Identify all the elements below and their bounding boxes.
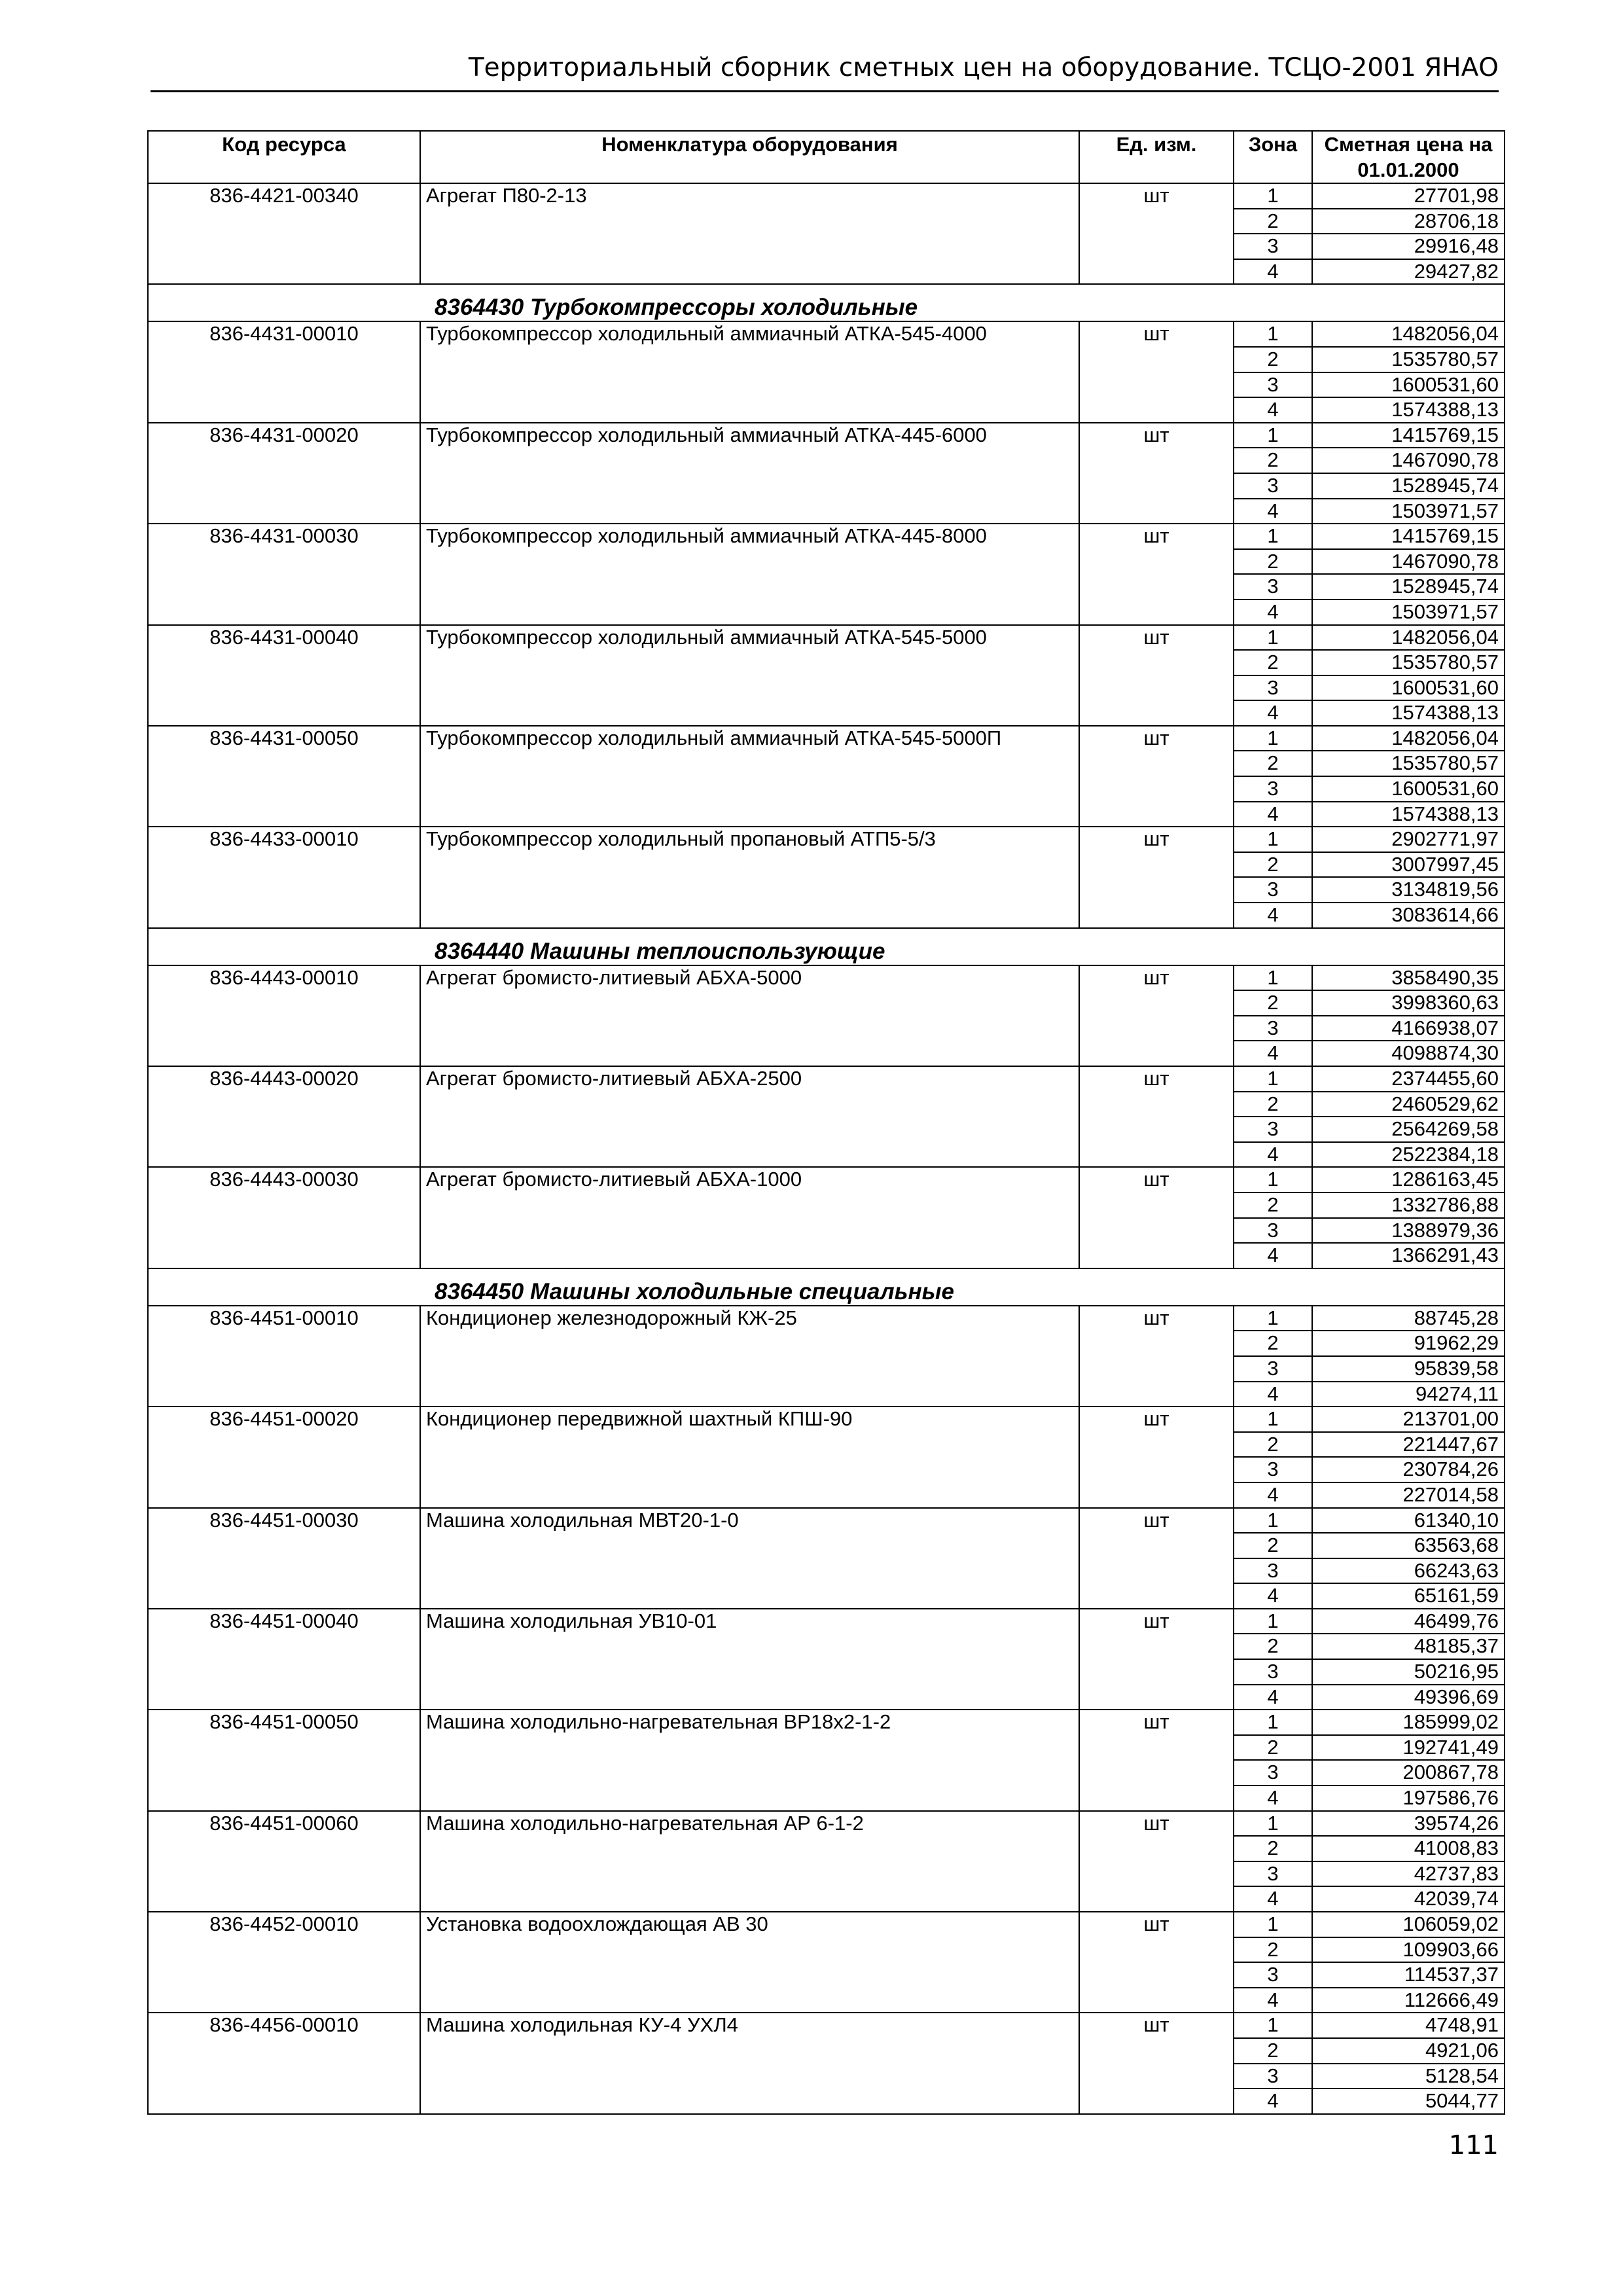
- zone-cell: 1: [1234, 1811, 1312, 1837]
- zone-cell: 3: [1234, 1016, 1312, 1041]
- resource-code: 836-4431-00040: [148, 625, 420, 726]
- zone-cell: 1: [1234, 524, 1312, 549]
- price-cell: 1467090,78: [1312, 448, 1505, 473]
- price-cell: 50216,95: [1312, 1659, 1505, 1685]
- unit-of-measure: шт: [1079, 1167, 1234, 1268]
- page-number: 111: [1448, 2130, 1499, 2161]
- price-cell: 27701,98: [1312, 183, 1505, 209]
- zone-cell: 4: [1234, 1041, 1312, 1066]
- price-cell: 48185,37: [1312, 1634, 1505, 1659]
- price-cell: 61340,10: [1312, 1508, 1505, 1534]
- price-cell: 1528945,74: [1312, 574, 1505, 600]
- price-cell: 1574388,13: [1312, 802, 1505, 827]
- zone-cell: 3: [1234, 372, 1312, 398]
- price-cell: 230784,26: [1312, 1457, 1505, 1482]
- table-row: [148, 321, 1505, 347]
- resource-code: 836-4431-00010: [148, 321, 420, 422]
- equipment-name: Турбокомпрессор холодильный аммиачный АТКА-545-5000П: [420, 726, 1079, 827]
- zone-cell: 4: [1234, 499, 1312, 524]
- table-row: [148, 1710, 1505, 1735]
- zone-cell: 4: [1234, 1482, 1312, 1508]
- price-cell: 49396,69: [1312, 1685, 1505, 1710]
- price-cell: 1366291,43: [1312, 1243, 1505, 1268]
- zone-cell: 2: [1234, 209, 1312, 234]
- price-cell: 2522384,18: [1312, 1142, 1505, 1168]
- zone-cell: 4: [1234, 2089, 1312, 2114]
- equipment-name: Кондиционер передвижной шахтный КПШ-90: [420, 1407, 1079, 1507]
- price-cell: 4098874,30: [1312, 1041, 1505, 1066]
- zone-cell: 1: [1234, 1306, 1312, 1331]
- zone-cell: 3: [1234, 1117, 1312, 1142]
- zone-cell: 2: [1234, 448, 1312, 473]
- resource-code: 836-4451-00060: [148, 1811, 420, 1912]
- zone-cell: 1: [1234, 1167, 1312, 1193]
- zone-cell: 3: [1234, 1760, 1312, 1785]
- unit-of-measure: шт: [1079, 183, 1234, 284]
- zone-cell: 1: [1234, 423, 1312, 448]
- price-cell: 185999,02: [1312, 1710, 1505, 1735]
- equipment-name: Агрегат бромисто-литиевый АБХА-5000: [420, 965, 1079, 1066]
- price-cell: 28706,18: [1312, 209, 1505, 234]
- price-cell: 65161,59: [1312, 1583, 1505, 1609]
- table-row: [148, 1066, 1505, 1092]
- price-cell: 29916,48: [1312, 234, 1505, 259]
- price-cell: 88745,28: [1312, 1306, 1505, 1331]
- equipment-name: Турбокомпрессор холодильный аммиачный АТКА-545-4000: [420, 321, 1079, 422]
- equipment-name: Машина холодильно-нагревательная АР 6-1-2: [420, 1811, 1079, 1912]
- zone-cell: 3: [1234, 1457, 1312, 1482]
- zone-cell: 4: [1234, 397, 1312, 423]
- column-header-zone: Зона: [1234, 131, 1312, 183]
- column-header-name: Номенклатура оборудования: [420, 131, 1079, 183]
- equipment-name: Агрегат П80-2-13: [420, 183, 1079, 284]
- equipment-name: Турбокомпрессор холодильный аммиачный АТКА-445-8000: [420, 524, 1079, 624]
- zone-cell: 1: [1234, 1912, 1312, 1937]
- price-cell: 5128,54: [1312, 2064, 1505, 2089]
- price-cell: 1600531,60: [1312, 675, 1505, 701]
- table-header-row: [148, 131, 1505, 183]
- zone-cell: 3: [1234, 1218, 1312, 1244]
- price-table: [147, 130, 1505, 2115]
- zone-cell: 2: [1234, 1432, 1312, 1458]
- price-cell: 2902771,97: [1312, 827, 1505, 852]
- zone-cell: 4: [1234, 1785, 1312, 1811]
- price-cell: 1574388,13: [1312, 397, 1505, 423]
- section-row: [148, 1268, 1505, 1306]
- zone-cell: 1: [1234, 2013, 1312, 2038]
- unit-of-measure: шт: [1079, 1609, 1234, 1710]
- unit-of-measure: шт: [1079, 965, 1234, 1066]
- section-spacer: [148, 284, 420, 321]
- zone-cell: 2: [1234, 549, 1312, 575]
- price-cell: 1503971,57: [1312, 600, 1505, 625]
- table-row: [148, 423, 1505, 448]
- zone-cell: 1: [1234, 625, 1312, 651]
- zone-cell: 1: [1234, 965, 1312, 991]
- price-cell: 3007997,45: [1312, 852, 1505, 878]
- table-row: [148, 1306, 1505, 1331]
- price-cell: 3998360,63: [1312, 990, 1505, 1016]
- section-spacer: [148, 928, 420, 965]
- equipment-name: Агрегат бромисто-литиевый АБХА-2500: [420, 1066, 1079, 1167]
- section-spacer: [1312, 928, 1505, 965]
- table-row: [148, 1811, 1505, 1837]
- resource-code: 836-4431-00030: [148, 524, 420, 624]
- zone-cell: 3: [1234, 1558, 1312, 1584]
- zone-cell: 3: [1234, 1659, 1312, 1685]
- resource-code: 836-4443-00030: [148, 1167, 420, 1268]
- price-cell: 46499,76: [1312, 1609, 1505, 1634]
- table-row: [148, 726, 1505, 751]
- zone-cell: 4: [1234, 1886, 1312, 1912]
- equipment-name: Установка водоохлождающая АВ 30: [420, 1912, 1079, 2013]
- table-row: [148, 965, 1505, 991]
- table-row: [148, 183, 1505, 209]
- price-cell: 1467090,78: [1312, 549, 1505, 575]
- section-title: 8364440 Машины теплоиспользующие: [420, 928, 1312, 965]
- price-cell: 42039,74: [1312, 1886, 1505, 1912]
- table-row: [148, 827, 1505, 852]
- column-header-unit: Ед. изм.: [1079, 131, 1234, 183]
- column-header-price: Сметная цена на 01.01.2000: [1312, 131, 1505, 183]
- unit-of-measure: шт: [1079, 524, 1234, 624]
- price-cell: 1535780,57: [1312, 347, 1505, 372]
- zone-cell: 1: [1234, 1066, 1312, 1092]
- price-cell: 4748,91: [1312, 2013, 1505, 2038]
- zone-cell: 4: [1234, 700, 1312, 726]
- equipment-name: Машина холодильная КУ-4 УХЛ4: [420, 2013, 1079, 2113]
- equipment-name: Турбокомпрессор холодильный аммиачный АТКА-545-5000: [420, 625, 1079, 726]
- zone-cell: 3: [1234, 234, 1312, 259]
- price-cell: 221447,67: [1312, 1432, 1505, 1458]
- section-title: 8364450 Машины холодильные специальные: [420, 1268, 1312, 1306]
- zone-cell: 4: [1234, 1988, 1312, 2013]
- unit-of-measure: шт: [1079, 1407, 1234, 1507]
- section-spacer: [1312, 1268, 1505, 1306]
- zone-cell: 2: [1234, 1092, 1312, 1117]
- zone-cell: 2: [1234, 1533, 1312, 1558]
- price-cell: 3858490,35: [1312, 965, 1505, 991]
- zone-cell: 2: [1234, 751, 1312, 776]
- zone-cell: 3: [1234, 1962, 1312, 1988]
- price-cell: 1574388,13: [1312, 700, 1505, 726]
- unit-of-measure: шт: [1079, 1912, 1234, 2013]
- price-cell: 3083614,66: [1312, 903, 1505, 928]
- resource-code: 836-4431-00020: [148, 423, 420, 524]
- price-cell: 1600531,60: [1312, 776, 1505, 802]
- resource-code: 836-4421-00340: [148, 183, 420, 284]
- price-cell: 4166938,07: [1312, 1016, 1505, 1041]
- unit-of-measure: шт: [1079, 1306, 1234, 1407]
- zone-cell: 1: [1234, 726, 1312, 751]
- zone-cell: 1: [1234, 1407, 1312, 1432]
- zone-cell: 3: [1234, 574, 1312, 600]
- table-row: [148, 1407, 1505, 1432]
- unit-of-measure: шт: [1079, 1508, 1234, 1609]
- price-cell: 1332786,88: [1312, 1193, 1505, 1218]
- price-cell: 94274,11: [1312, 1382, 1505, 1407]
- zone-cell: 4: [1234, 600, 1312, 625]
- equipment-name: Кондиционер железнодорожный КЖ-25: [420, 1306, 1079, 1407]
- price-cell: 1535780,57: [1312, 751, 1505, 776]
- price-cell: 1528945,74: [1312, 473, 1505, 499]
- resource-code: 836-4433-00010: [148, 827, 420, 927]
- unit-of-measure: шт: [1079, 1811, 1234, 1912]
- resource-code: 836-4456-00010: [148, 2013, 420, 2113]
- price-cell: 1482056,04: [1312, 321, 1505, 347]
- zone-cell: 3: [1234, 1356, 1312, 1382]
- equipment-name: Машина холодильная УВ10-01: [420, 1609, 1079, 1710]
- price-cell: 5044,77: [1312, 2089, 1505, 2114]
- zone-cell: 4: [1234, 1685, 1312, 1710]
- zone-cell: 2: [1234, 852, 1312, 878]
- resource-code: 836-4451-00030: [148, 1508, 420, 1609]
- equipment-name: Агрегат бромисто-литиевый АБХА-1000: [420, 1167, 1079, 1268]
- section-spacer: [1312, 284, 1505, 321]
- price-cell: 1286163,45: [1312, 1167, 1505, 1193]
- table-row: [148, 1609, 1505, 1634]
- unit-of-measure: шт: [1079, 2013, 1234, 2113]
- zone-cell: 1: [1234, 827, 1312, 852]
- price-cell: 42737,83: [1312, 1861, 1505, 1887]
- price-cell: 106059,02: [1312, 1912, 1505, 1937]
- zone-cell: 3: [1234, 473, 1312, 499]
- zone-cell: 2: [1234, 1836, 1312, 1861]
- equipment-name: Машина холодильная МВТ20-1-0: [420, 1508, 1079, 1609]
- document-header: [151, 46, 1499, 92]
- zone-cell: 2: [1234, 1937, 1312, 1963]
- zone-cell: 2: [1234, 2038, 1312, 2064]
- price-cell: 200867,78: [1312, 1760, 1505, 1785]
- zone-cell: 2: [1234, 1331, 1312, 1356]
- price-cell: 1482056,04: [1312, 625, 1505, 651]
- price-cell: 4921,06: [1312, 2038, 1505, 2064]
- section-spacer: [148, 1268, 420, 1306]
- zone-cell: 2: [1234, 347, 1312, 372]
- unit-of-measure: шт: [1079, 1710, 1234, 1810]
- price-cell: 2460529,62: [1312, 1092, 1505, 1117]
- zone-cell: 2: [1234, 990, 1312, 1016]
- column-header-code: Код ресурса: [148, 131, 420, 183]
- zone-cell: 4: [1234, 1243, 1312, 1268]
- section-row: [148, 928, 1505, 965]
- resource-code: 836-4451-00020: [148, 1407, 420, 1507]
- table-row: [148, 1912, 1505, 1937]
- price-cell: 112666,49: [1312, 1988, 1505, 2013]
- price-cell: 63563,68: [1312, 1533, 1505, 1558]
- zone-cell: 3: [1234, 1861, 1312, 1887]
- zone-cell: 2: [1234, 1735, 1312, 1761]
- resource-code: 836-4451-00040: [148, 1609, 420, 1710]
- price-cell: 2564269,58: [1312, 1117, 1505, 1142]
- document-title: Территориальный сборник сметных цен на оборудование. ТСЦО-2001 ЯНАО: [468, 53, 1499, 82]
- resource-code: 836-4443-00020: [148, 1066, 420, 1167]
- resource-code: 836-4452-00010: [148, 1912, 420, 2013]
- zone-cell: 4: [1234, 903, 1312, 928]
- zone-cell: 1: [1234, 183, 1312, 209]
- table-row: [148, 1167, 1505, 1193]
- table-row: [148, 524, 1505, 549]
- zone-cell: 4: [1234, 259, 1312, 285]
- zone-cell: 2: [1234, 1634, 1312, 1659]
- price-cell: 114537,37: [1312, 1962, 1505, 1988]
- zone-cell: 3: [1234, 2064, 1312, 2089]
- equipment-name: Турбокомпрессор холодильный пропановый АТП5-5/3: [420, 827, 1079, 927]
- unit-of-measure: шт: [1079, 726, 1234, 827]
- price-cell: 39574,26: [1312, 1811, 1505, 1837]
- table-row: [148, 1508, 1505, 1534]
- price-cell: 29427,82: [1312, 259, 1505, 285]
- unit-of-measure: шт: [1079, 827, 1234, 927]
- price-cell: 1482056,04: [1312, 726, 1505, 751]
- zone-cell: 1: [1234, 1710, 1312, 1735]
- resource-code: 836-4451-00050: [148, 1710, 420, 1810]
- table-row: [148, 2013, 1505, 2038]
- price-cell: 41008,83: [1312, 1836, 1505, 1861]
- unit-of-measure: шт: [1079, 1066, 1234, 1167]
- price-cell: 66243,63: [1312, 1558, 1505, 1584]
- price-cell: 91962,29: [1312, 1331, 1505, 1356]
- price-cell: 1415769,15: [1312, 423, 1505, 448]
- zone-cell: 3: [1234, 776, 1312, 802]
- price-cell: 1415769,15: [1312, 524, 1505, 549]
- price-cell: 2374455,60: [1312, 1066, 1505, 1092]
- price-cell: 1535780,57: [1312, 650, 1505, 675]
- resource-code: 836-4451-00010: [148, 1306, 420, 1407]
- section-row: [148, 284, 1505, 321]
- zone-cell: 2: [1234, 650, 1312, 675]
- unit-of-measure: шт: [1079, 321, 1234, 422]
- zone-cell: 2: [1234, 1193, 1312, 1218]
- price-cell: 3134819,56: [1312, 877, 1505, 903]
- resource-code: 836-4431-00050: [148, 726, 420, 827]
- zone-cell: 4: [1234, 802, 1312, 827]
- price-cell: 109903,66: [1312, 1937, 1505, 1963]
- zone-cell: 3: [1234, 675, 1312, 701]
- equipment-name: Машина холодильно-нагревательная ВР18х2-1-2: [420, 1710, 1079, 1810]
- unit-of-measure: шт: [1079, 625, 1234, 726]
- price-cell: 213701,00: [1312, 1407, 1505, 1432]
- section-title: 8364430 Турбокомпрессоры холодильные: [420, 284, 1312, 321]
- table-row: [148, 625, 1505, 651]
- price-cell: 1388979,36: [1312, 1218, 1505, 1244]
- unit-of-measure: шт: [1079, 423, 1234, 524]
- zone-cell: 3: [1234, 877, 1312, 903]
- price-cell: 192741,49: [1312, 1735, 1505, 1761]
- resource-code: 836-4443-00010: [148, 965, 420, 1066]
- zone-cell: 4: [1234, 1583, 1312, 1609]
- price-cell: 227014,58: [1312, 1482, 1505, 1508]
- table-body: [148, 183, 1505, 2114]
- price-cell: 1503971,57: [1312, 499, 1505, 524]
- zone-cell: 4: [1234, 1382, 1312, 1407]
- price-cell: 1600531,60: [1312, 372, 1505, 398]
- zone-cell: 1: [1234, 1508, 1312, 1534]
- price-cell: 197586,76: [1312, 1785, 1505, 1811]
- price-cell: 95839,58: [1312, 1356, 1505, 1382]
- equipment-name: Турбокомпрессор холодильный аммиачный АТКА-445-6000: [420, 423, 1079, 524]
- zone-cell: 4: [1234, 1142, 1312, 1168]
- zone-cell: 1: [1234, 1609, 1312, 1634]
- zone-cell: 1: [1234, 321, 1312, 347]
